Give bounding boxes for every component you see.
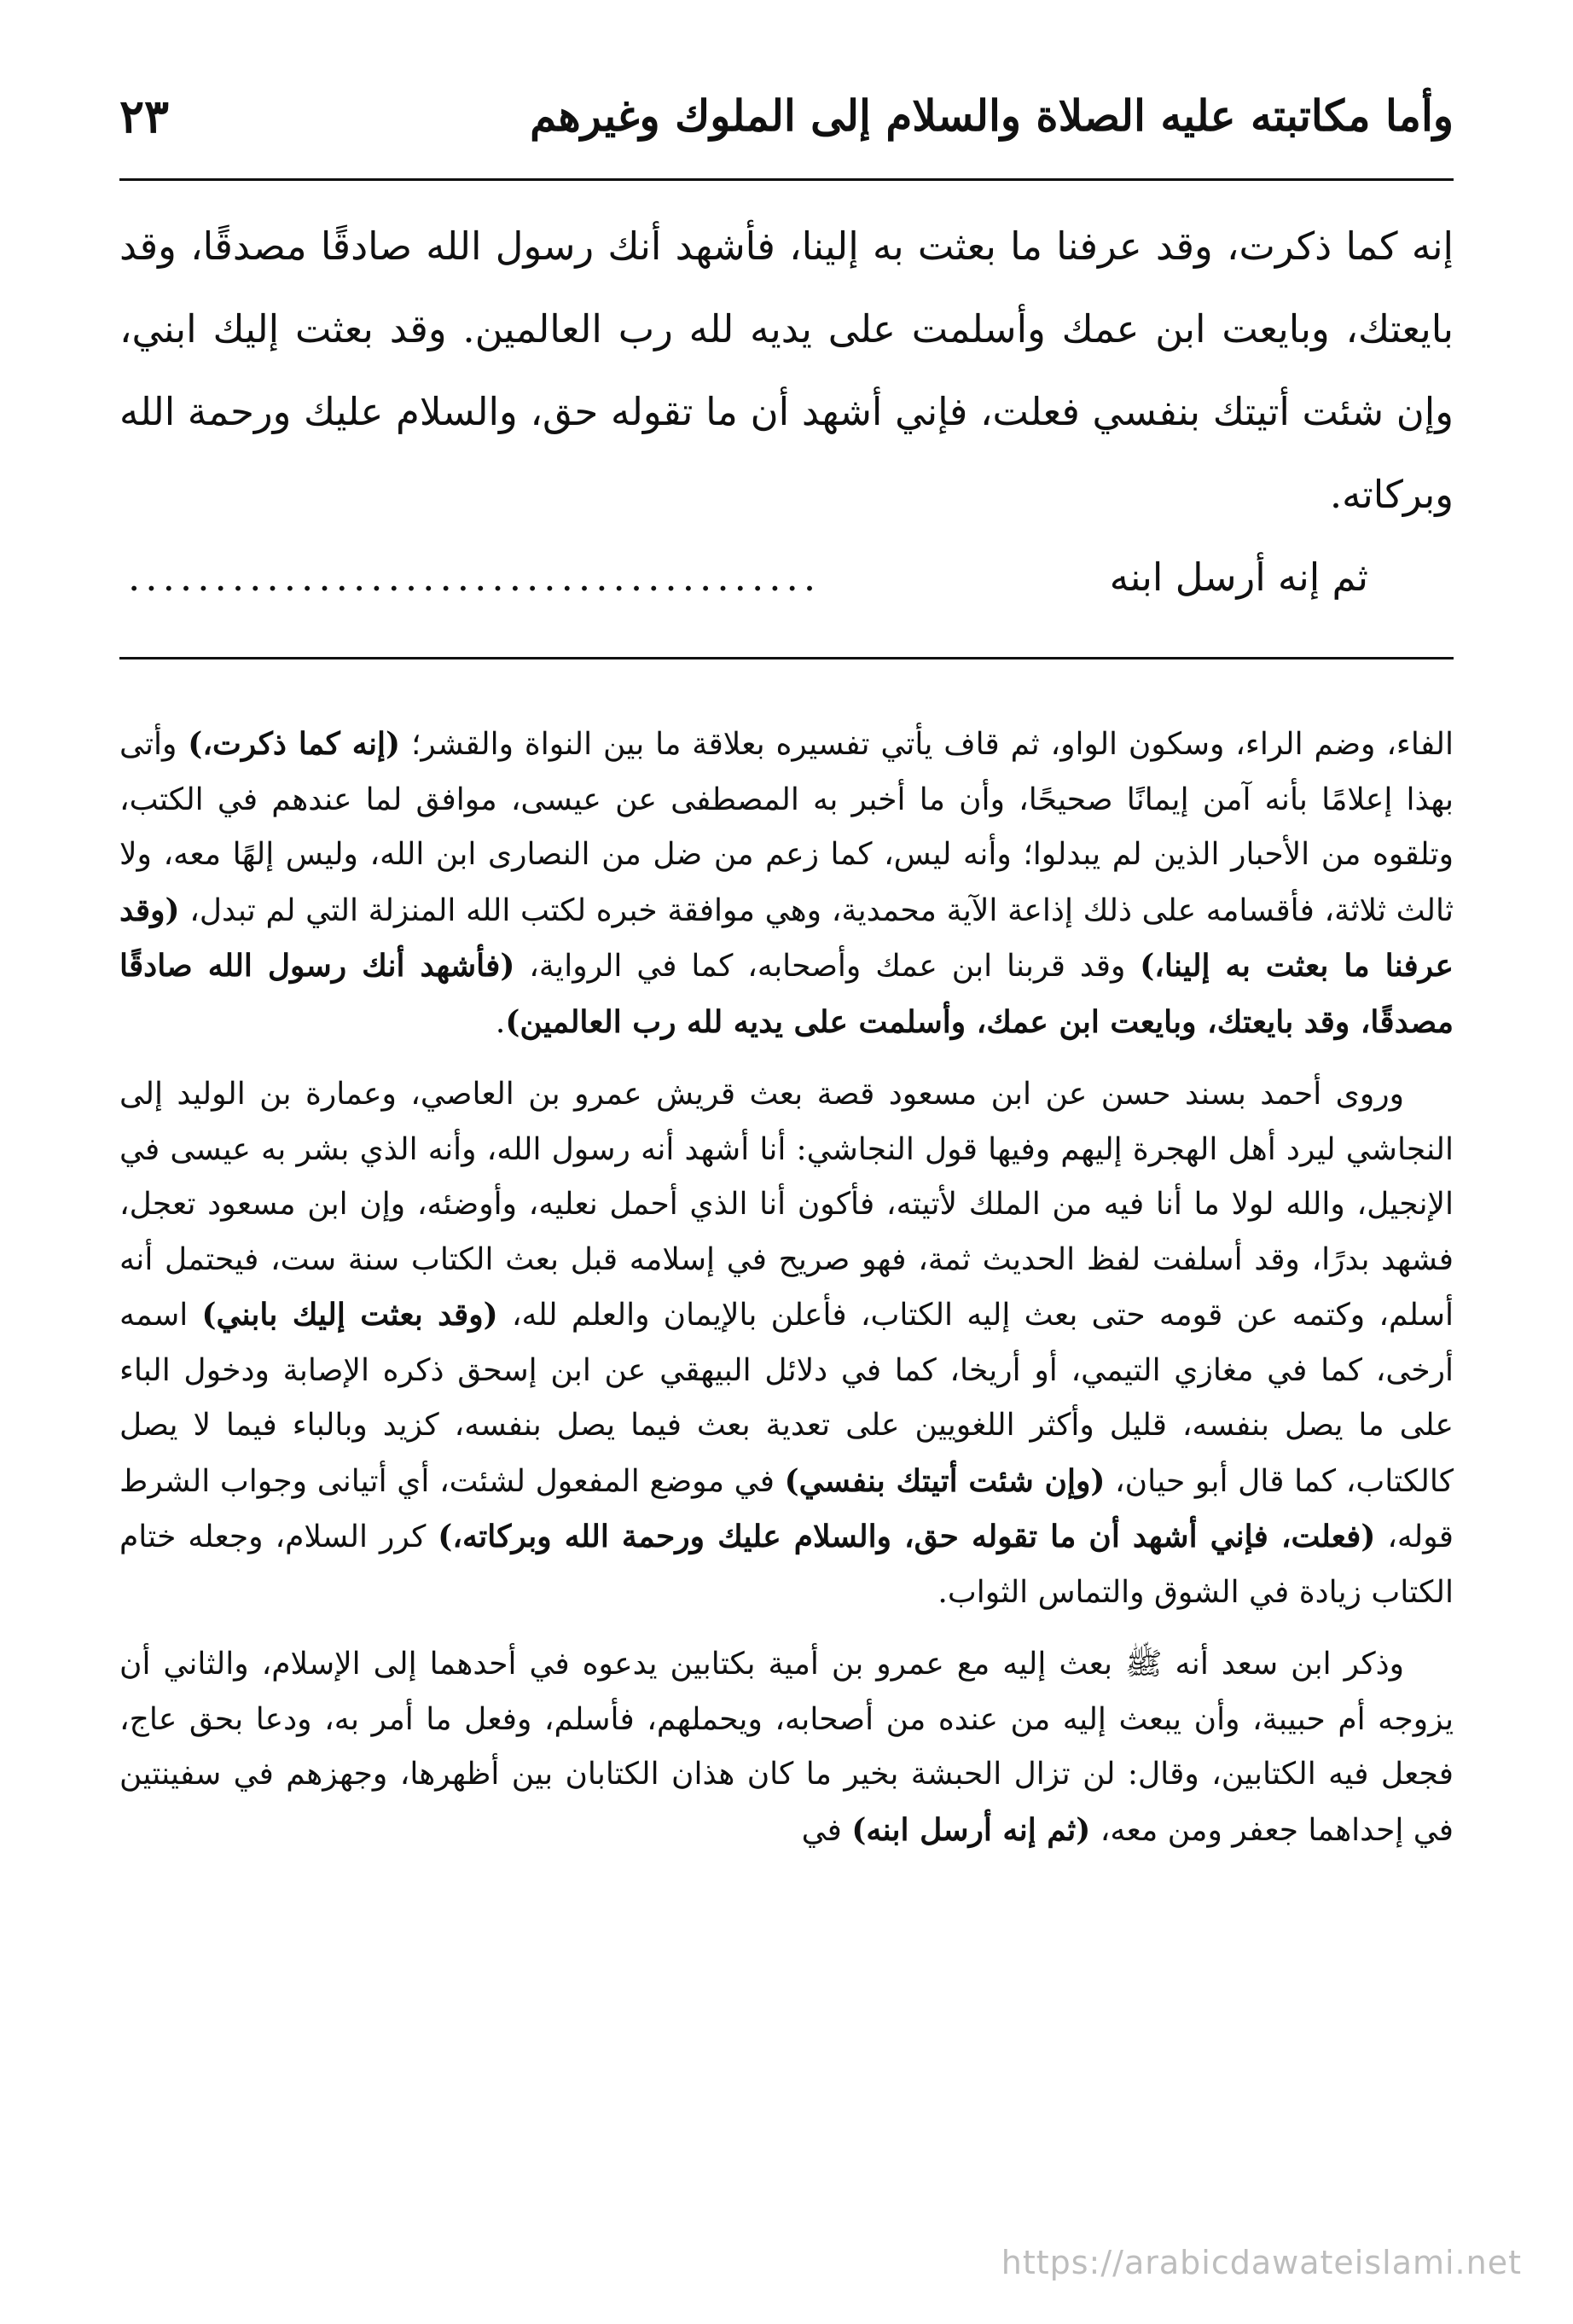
commentary-paragraph-3 <box>119 1637 1454 1858</box>
page-header <box>119 82 1454 159</box>
hadith-continuation <box>119 539 1454 616</box>
header-rule <box>119 178 1454 181</box>
commentary-text: وروى أحمد بسند حسن عن ابن مسعود قصة بعث قريش عمرو بن العاصي، وعمارة بن الوليد إلى النجاشي ليرد أهل الهجرة إليهم وفيها قول النجاشي: أنا أشهد أنه رسول الله، وأنه الذي بشر به عيسى في الإنجيل، والله لولا ما أنا فيه من الملك لأتيته، فأكون أنا الذي أحمل نعليه، وأوضئه، وإن ابن مسعود تعجل، فشهد بدرًا، وقد أسلفت لفظ الحديث ثمة، فهو صريح في إسلامه قبل بعث الكتاب سنة ست، فيحتمل أنه أسلم، وكتمه عن قومه حتى بعث إليه الكتاب، فأعلن بالإيمان والعلم لله، <box>119 1077 1454 1333</box>
hadith-text-block <box>119 205 1454 536</box>
quoted-matn: (إنه كما ذكرت،) <box>188 726 401 762</box>
commentary-text: اسمه أرخى، كما في مغازي التيمي، أو أريخا، كما في دلائل البيهقي عن ابن إسحق ذكره الإصابة ودخول الباء على ما يصل بنفسه، قليل وأكثر اللغويين على تعدية بعث فيما يصل بنفسه، كزيد وبالباء فيما لا يصل كالكتاب، كما قال أبو حيان، <box>119 1298 1454 1499</box>
commentary-section <box>119 717 1454 1875</box>
commentary-text: كرر السلام، وجعله ختام الكتاب زيادة في الشوق والتماس الثواب. <box>119 1519 1454 1610</box>
commentary-text: الفاء، وضم الراء، وسكون الواو، ثم قاف يأتي تفسيره بعلاقة ما بين النواة والقشر؛ <box>400 727 1454 762</box>
commentary-paragraph-2 <box>119 1067 1454 1620</box>
watermark-url: https://arabicdawateislami.net <box>1001 2244 1522 2281</box>
ellipsis-dots: ........................................ <box>128 555 821 600</box>
commentary-text: في موضع المفعول لشئت، أي أتيانى وجواب الشرط قوله، <box>119 1463 1454 1554</box>
commentary-text: في <box>801 1812 852 1848</box>
quoted-matn: (وقد عرفنا ما بعثت به إلينا،) <box>119 892 1454 984</box>
commentary-paragraph-1 <box>119 717 1454 1050</box>
running-title: وأما مكاتبته عليه الصلاة والسلام إلى الملوك وغيرهم <box>530 90 1454 141</box>
commentary-text: . <box>495 1004 506 1040</box>
section-divider-rule <box>119 657 1454 659</box>
quoted-matn: (فعلت، فإني أشهد أن ما تقوله حق، والسلام عليك ورحمة الله وبركاته،) <box>438 1519 1376 1554</box>
quoted-matn: (وقد بعثت إليك بابني) <box>201 1297 498 1333</box>
continuation-lead: ثم إنه أرسل ابنه <box>1109 555 1368 600</box>
quoted-matn: (ثم إنه أرسل ابنه) <box>851 1811 1091 1848</box>
commentary-text: وأتى بهذا إعلامًا بأنه آمن إيمانًا صحيحًا، وأن ما أخبر به المصطفى عن عيسى، موافق لما عندهم في الكتب، وتلقوه من الأحبار الذين لم يبدلوا؛ وأنه ليس، كما زعم من ضل من النصارى ابن الله، وليس إلهًا معه، ولا ثالث ثلاثة، فأقسامه على ذلك إذاعة الآية محمدية، وهي موافقة خبره لكتب الله المنزلة التي لم تبدل، <box>119 727 1454 928</box>
commentary-text: وذكر ابن سعد أنه ﷺ بعث إليه مع عمرو بن أمية بكتابين يدعوه في أحدهما إلى الإسلام، والثاني أن يزوجه أم حبيبة، وأن يبعث إليه من عنده من أصحابه، ويحملهم، فأسلم، وفعل ما أمر به، ودعا بحق عاج، فجعل فيه الكتابين، وقال: لن تزال الحبشة بخير ما كان هذان الكتابان بين أظهرها، وجهزهم في سفينتين في إحداهما جعفر ومن معه، <box>119 1647 1454 1848</box>
hadith-text: إنه كما ذكرت، وقد عرفنا ما بعثت به إلينا، فأشهد أنك رسول الله صادقًا مصدقًا، وقد بايعتك، وبايعت ابن عمك وأسلمت على يديه لله رب العالمين. وقد بعثت إليك ابني، وإن شئت أتيتك بنفسي فعلت، فإني أشهد أن ما تقوله حق، والسلام عليك ورحمة الله وبركاته. <box>119 224 1454 517</box>
quoted-matn: (فأشهد أنك رسول الله صادقًا مصدقًا، وقد بايعتك، وبايعت ابن عمك، وأسلمت على يديه لله رب العالمين) <box>119 948 1454 1040</box>
commentary-text: وقد قربنا ابن عمك وأصحابه، كما في الرواية، <box>514 949 1141 984</box>
quoted-matn: (وإن شئت أتيتك بنفسي) <box>784 1462 1106 1499</box>
page-number: ٢٣ <box>119 89 170 143</box>
